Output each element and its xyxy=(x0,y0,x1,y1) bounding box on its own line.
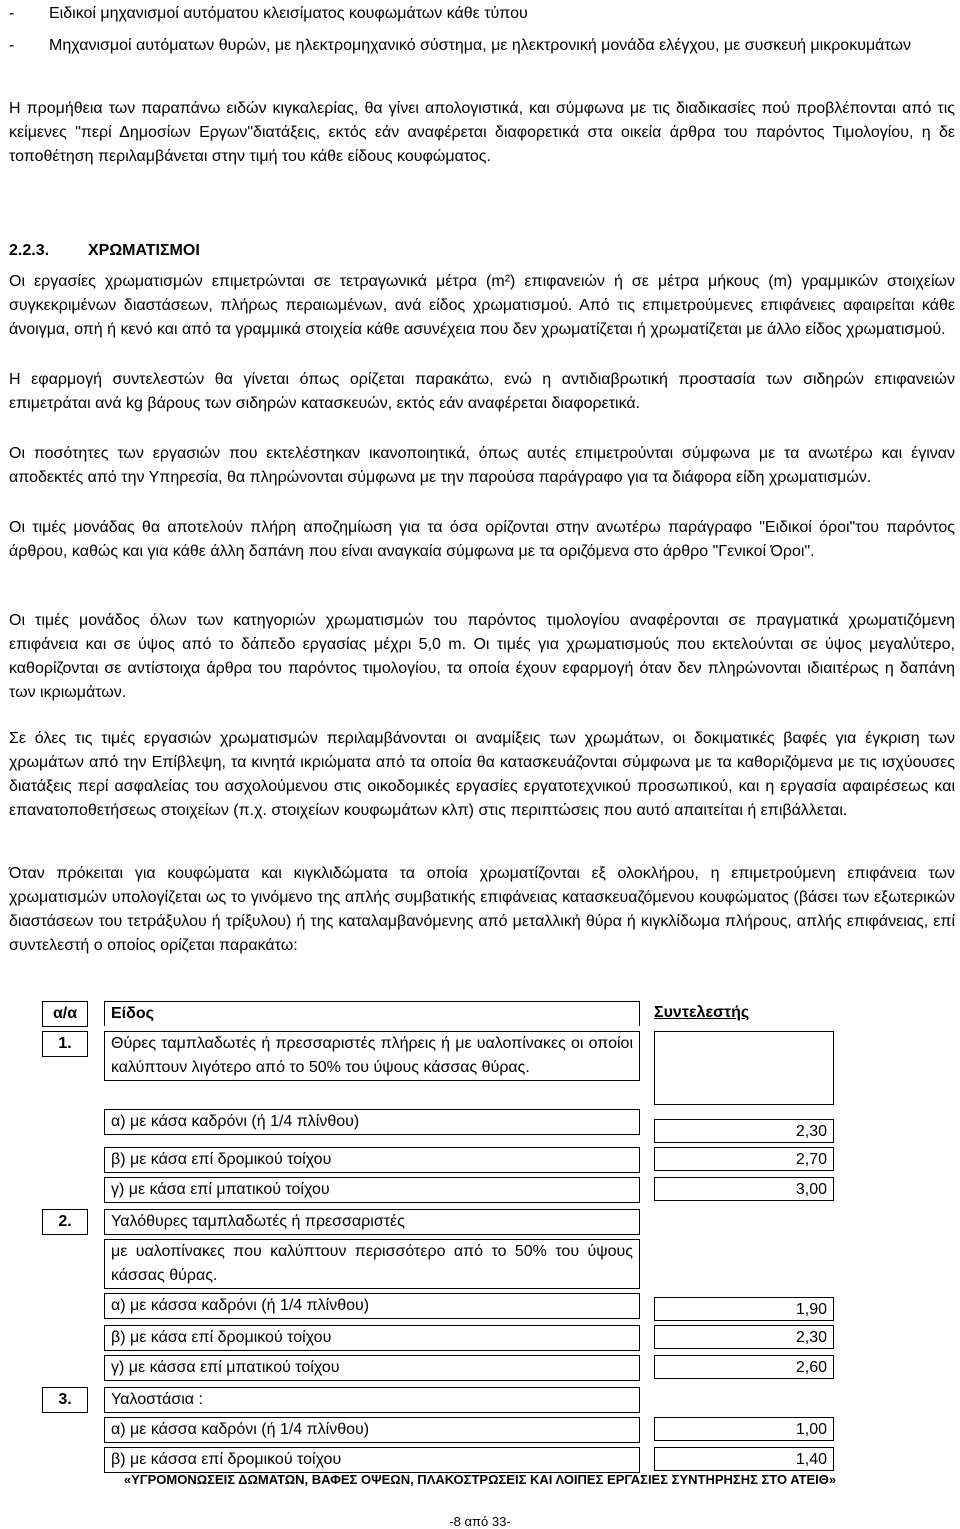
table-row xyxy=(42,1173,880,1203)
bullet-dash: - xyxy=(9,37,15,54)
table-row xyxy=(42,1105,880,1143)
paragraph: Οι εργασίες χρωματισμών επιμετρώνται σε τετραγωνικά μέτρα (m²) επιφανειών ή σε μέτρα μήκους (m) γραμμικών στοιχείων συγκεκριμένων διαστάσεων, πλήρως περαιωμένων, ανά είδος χρωματισμού. Από τις επιμετρούμενες επιφάνειες αφαιρείται κάθε άνοιγμα, οπή ή κενό και από τα γραμμικά στοιχεία κάθε ασυνέχεια που δεν χρωματίζεται ή χρωματίζεται με άλλο είδος χρωματισμού. xyxy=(9,273,955,338)
table-row xyxy=(42,1143,880,1173)
coef-value: 2,30 xyxy=(654,1119,834,1143)
coef-value: 2,70 xyxy=(654,1147,834,1171)
item-desc: β) με κάσα επί δρομικού τοίχου xyxy=(104,1325,640,1351)
group-title: Υαλοστάσια : xyxy=(104,1387,640,1413)
table-row xyxy=(42,1027,880,1105)
table-row xyxy=(42,1443,880,1473)
section-number: 2.2.3. xyxy=(9,242,50,259)
bullet-dash: - xyxy=(9,5,15,22)
coef-value: 2,30 xyxy=(654,1325,834,1349)
item-desc: β) με κάσα επί δρομικού τοίχου xyxy=(104,1147,640,1173)
paragraph: Οι τιμές μονάδος όλων των κατηγοριών χρωματισμών του παρόντος τιμολογίου αναφέρονται σε πραγματικά χρωματιζόμενη επιφάνεια και σε ύψος από το δάπεδο εργασίας μέχρι 5,0 m. Οι τιμές για χρωματισμούς που εκτελούνται σε ύψος μεγαλύτερο, καθορίζονται σε αντίστοιχα άρθρα του παρόντος τιμολογίου, τα οποία έχουν εφαρμογή όταν δεν πληρώνονται ιδιαιτέρως η δαπάνη των ικριωμάτων. xyxy=(9,612,955,701)
item-desc: α) με κάσσα καδρόνι (ή 1/4 πλίνθου) xyxy=(104,1417,640,1443)
item-desc: α) με κάσα καδρόνι (ή 1/4 πλίνθου) xyxy=(104,1109,640,1135)
paragraph: Οι τιμές μονάδας θα αποτελούν πλήρη αποζημίωση για τα όσα ορίζονται στην ανωτέρω παράγραφο "Ειδικοί όροι"του παρόντος άρθρου, καθώς και για κάθε άλλη δαπάνη που είναι αναγκαία σύμφωνα με τα οριζόμενα στο άρθρο "Γενικοί Όροι". xyxy=(9,519,955,560)
group-number: 3. xyxy=(42,1387,88,1413)
group-subtitle: με υαλοπίνακες που καλύπτουν περισσότερο από το 50% του ύψους κάσσας θύρας. xyxy=(104,1239,640,1289)
coef-value: 2,60 xyxy=(654,1355,834,1379)
item-desc: β) με κάσσα επί δρομικού τοίχου xyxy=(104,1447,640,1473)
group-number: 2. xyxy=(42,1209,88,1235)
group-title: Υαλόθυρες ταμπλαδωτές ή πρεσσαριστές xyxy=(104,1209,640,1235)
bullet-text: Ειδικοί μηχανισμοί αυτόματου κλεισίματος κουφωμάτων κάθε τύπου xyxy=(49,5,528,22)
table-row xyxy=(42,1413,880,1443)
coef-value: 1,00 xyxy=(654,1417,834,1441)
table-header-row xyxy=(42,1001,880,1027)
group-number: 1. xyxy=(42,1031,88,1057)
document-footer: «ΥΓΡΟΜΟΝΩΣΕΙΣ ΔΩΜΑΤΩΝ, ΒΑΦΕΣ ΟΨΕΩΝ, ΠΛΑΚΟΣΤΡΩΣΕΙΣ ΚΑΙ ΛΟΙΠΕΣ ΕΡΓΑΣΙΕΣ ΣΥΝΤΗΡΗΣΗΣ ΣΤΟ ΑΤΕΙΘ» xyxy=(123,1472,837,1487)
table-row xyxy=(42,1381,880,1413)
bullet-text: Μηχανισμοί αυτόματων θυρών, με ηλεκτρομηχανικό σύστημα, με ηλεκτρονική μονάδα ελέγχου, με συσκευή μικροκυμάτων xyxy=(49,37,911,54)
item-desc: α) με κάσσα καδρόνι (ή 1/4 πλίνθου) xyxy=(104,1293,640,1319)
section-heading xyxy=(9,239,955,263)
paragraph: Όταν πρόκειται για κουφώματα και κιγκλιδώματα τα οποία χρωματίζονται εξ ολοκλήρου, η επιμετρούμενη επιφάνεια των χρωματισμών υπολογίζεται ως το γινόμενο της απλής συμβατικής επιφάνειας κατασκευαζόμενου κουφώματος (βάσει των εξωτερικών διαστάσεων του τετράξυλου ή τρίξυλου) ή της καταλαμβανόμενης από μεταλλική θύρα ή κιγκλίδωμα πλήρους, απλής επιφάνειας, επί συντελεστή ο οποίος ορίζεται παρακάτω: xyxy=(9,865,955,954)
header-desc: Είδος xyxy=(104,1001,640,1026)
section-title: ΧΡΩΜΑΤΙΣΜΟΙ xyxy=(88,242,200,259)
paragraph-supply: Η προμήθεια των παραπάνω ειδών κιγκαλερίας, θα γίνει απολογιστικά, και σύμφωνα με τις διαδικασίες πού προβλέπονται από τις κείμενες "περί Δημοσίων Εργων"διατάξεις, εκτός εάν αναφέρεται διαφορετικά στα οικεία άρθρα του παρόντος Τιμολογίου, η δε τοποθέτηση περιλαμβάνεται στην τιμή του κάθε είδους κουφώματος. xyxy=(9,100,955,165)
paragraph: Σε όλες τις τιμές εργασιών χρωματισμών περιλαμβάνονται οι αναμίξεις των χρωμάτων, οι δοκιματικές βαφές για έγκριση των χρωμάτων από την Επίβλεψη, τα κινητά ικριώματα από τα οποία θα κατασκευάζονται σύμφωνα με τα καθοριζόμενα με τις ισχύουσες διατάξεις περί ασφαλείας του ασχολούμενου στις οικοδομικές εργασίες εργατοτεχνικού προσωπικού, και η εργασία αφαιρέσεως και επανατοποθετήσεως στοιχείων (π.χ. στοιχείων κουφωμάτων κλπ) στις περιπτώσεις που αυτό απαιτείται ή επιβάλλεται. xyxy=(9,730,955,819)
table-row xyxy=(42,1289,880,1321)
table-row xyxy=(42,1235,880,1289)
paragraph: Η εφαρμογή συντελεστών θα γίνεται όπως ορίζεται παρακάτω, ενώ η αντιδιαβρωτική προστασία των σιδηρών επιφανειών επιμετράται ανά kg βάρους των σιδηρών κατασκευών, εκτός εάν αναφέρεται διαφορετικά. xyxy=(9,371,955,412)
page-number: -8 από 33- xyxy=(449,1514,511,1529)
item-desc: γ) με κάσσα επί μπατικού τοίχου xyxy=(104,1355,640,1381)
coef-value: 3,00 xyxy=(654,1177,834,1201)
coefficients-table xyxy=(42,1001,880,1473)
bullet-item xyxy=(9,2,955,26)
paragraph: Οι ποσότητες των εργασιών που εκτελέστηκαν ικανοποιητικά, όπως αυτές επιμετρούνται σύμφωνα με τα ανωτέρω και έγιναν αποδεκτές από την Υπηρεσία, θα πληρώνονται σύμφωνα με την παρούσα παράγραφο για τα διάφορα είδη χρωματισμών. xyxy=(9,445,955,486)
group-title: Θύρες ταμπλαδωτές ή πρεσσαριστές πλήρεις ή με υαλοπίνακες οι οποίοι καλύπτουν λιγότερο από το 50% του ύψους κάσσας θύρας. xyxy=(104,1031,640,1081)
coef-value: 1,40 xyxy=(654,1447,834,1471)
table-row xyxy=(42,1321,880,1351)
coef-value: 1,90 xyxy=(654,1297,834,1321)
header-num: α/α xyxy=(42,1001,88,1027)
header-coef: Συντελεστής xyxy=(654,1004,750,1021)
table-row xyxy=(42,1351,880,1381)
table-row xyxy=(42,1203,880,1235)
bullet-item xyxy=(9,34,955,58)
coef-cell xyxy=(654,1031,834,1105)
item-desc: γ) με κάσα επί μπατικού τοίχου xyxy=(104,1177,640,1203)
